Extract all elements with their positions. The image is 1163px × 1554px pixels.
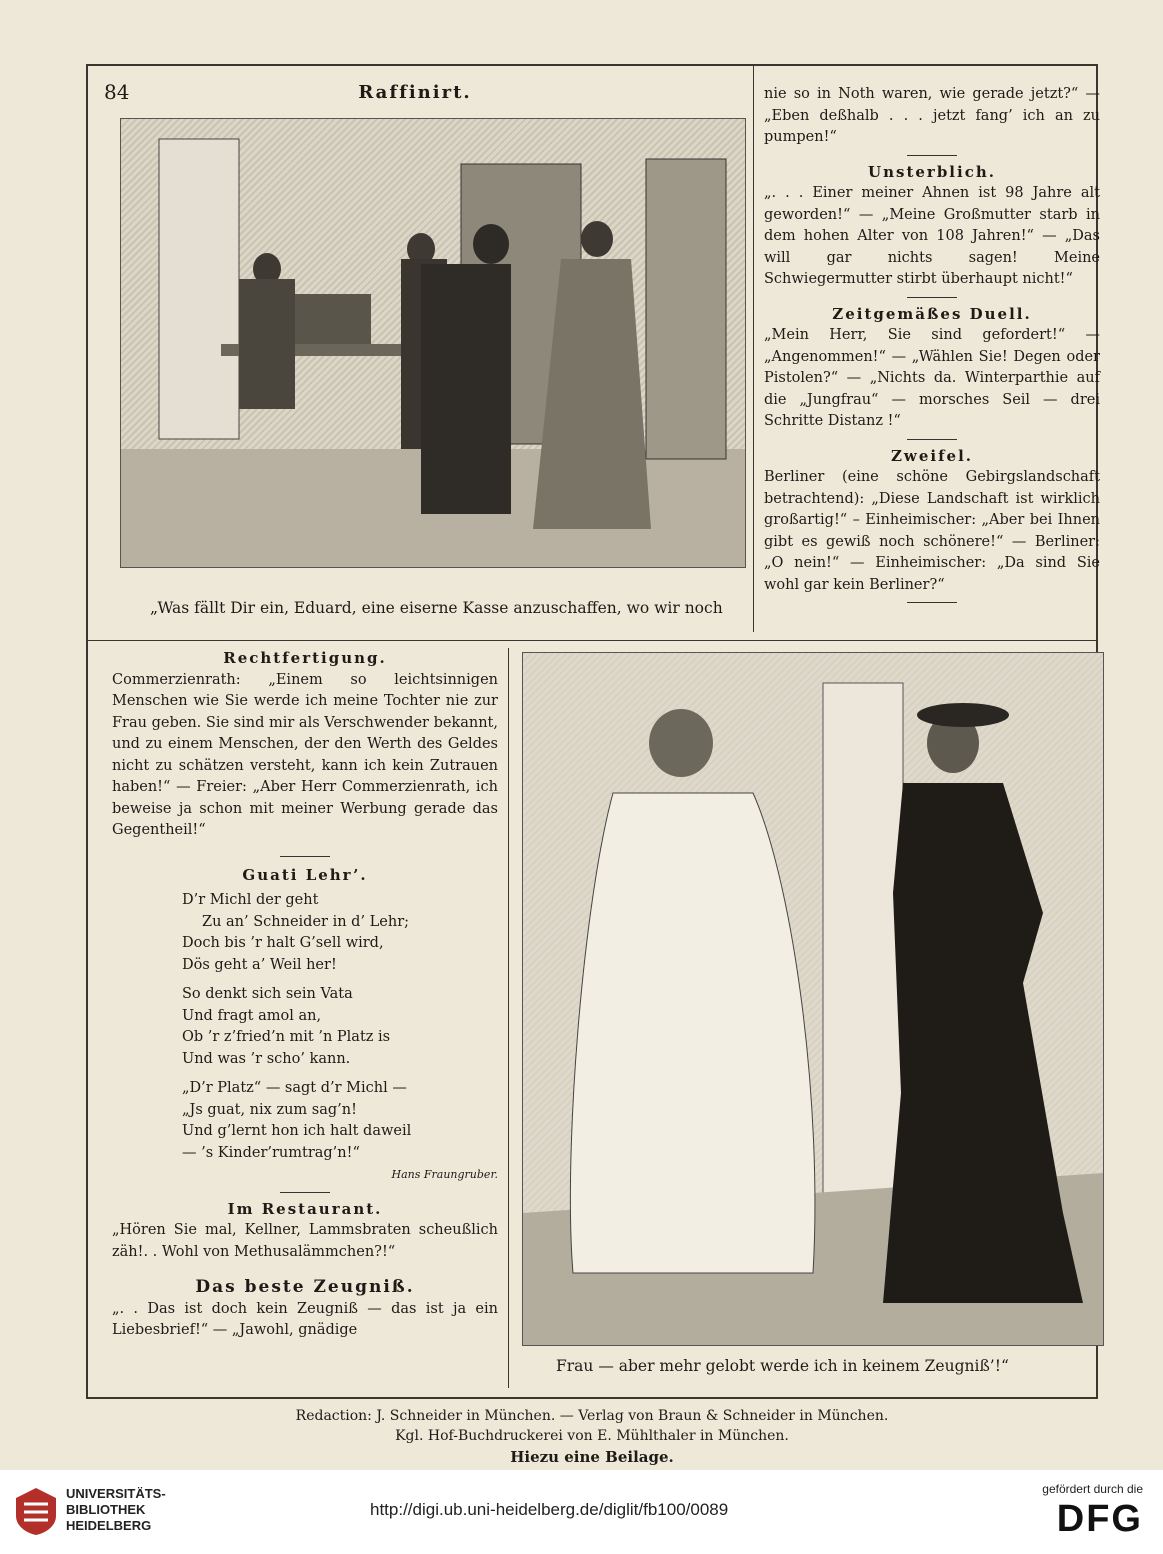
unsterblich-title: Unsterblich. [868,162,996,181]
separator [907,297,957,298]
restaurant-title: Im Restaurant. [227,1199,383,1218]
zeugniss-text: „. . Das ist doch kein Zeugniß — das ist ja ein Liebesbrief!“ — „Jawohl, gnädige [112,1300,498,1338]
imprint-line-1: Redaction: J. Schneider in München. — Verlag von Braun & Schneider in München. [295,1408,889,1424]
digitization-footer [0,1470,1163,1554]
poem-line: Dös geht a’ Weil her! [182,956,337,973]
separator [280,1192,330,1193]
section-divider [86,640,1098,641]
page-number: 84 [104,80,130,104]
poem-line: Und was ’r scho’ kann. [182,1050,351,1067]
restaurant-text: „Hören Sie mal, Kellner, Lammsbraten scheußlich zäh!. . Wohl von Methusalämmchen?!“ [112,1222,498,1260]
rechtfertigung-text: Commerzienrath: „Einem so leichtsinnigen Menschen wie Sie werde ich meine Tochter nie zur Frau geben. Sie sind mir als Verschwender bekannt, und zu einem Menschen, der den Werth des Geldes nicht zu schätzen versteht, kann ich kein Zutrauen haben!“ — Freier: „Aber Herr Commerzienrath, ich beweise ja schon mit meiner Werbung gerade das Gegentheil!“ [112,671,498,838]
poem-line: Und fragt amol an, [182,1007,322,1024]
duell-text: „Mein Herr, Sie sind gefordert!“ — „Angenommen!“ — „Wählen Sie! Degen oder Pistolen?“ — „Nichts da. Winterparthie auf die „Jungfrau“ — morsches Seil — drei Schritte Distanz !“ [764,327,1100,429]
top-illustration [120,118,746,568]
poem-line: Und g’lernt hon ich halt daweil [182,1123,412,1139]
poem-line: „D’r Platz“ — sagt d’r Michl — [182,1080,407,1096]
unsterblich-text: „. . . Einer meiner Ahnen ist 98 Jahre alt geworden!“ — „Meine Großmutter starb in dem hohen Alter von 108 Jahren!“ — „Das will gar nichts sagen! Meine Schwiegermutter stirbt überhaupt nicht!“ [764,185,1100,287]
separator [907,155,957,156]
university-seal-icon [14,1486,58,1536]
separator [280,856,330,857]
top-illustration-caption: „Was fällt Dir ein, Eduard, eine eiserne Kasse anzuschaffen, wo wir noch [150,599,723,617]
poem-stanza-2 [182,984,498,1070]
right-column [764,84,1100,609]
rechtfertigung-title: Rechtfertigung. [223,649,387,667]
left-column [112,648,498,1342]
library-name-line: HEIDELBERG [66,1518,152,1533]
imprint-line-2: Kgl. Hof-Buchdruckerei von E. Mühlthaler in München. [395,1428,789,1444]
poem-line: D’r Michl der geht [182,892,319,908]
poem-line: „Js guat, nix zum sag’n! [182,1101,357,1118]
duell-title: Zeitgemäßes Duell. [832,304,1032,323]
bottom-illustration-drawing [523,653,1103,1345]
library-name [66,1486,166,1534]
page-title: Raffinirt. [358,82,472,103]
permalink-url[interactable]: http://digi.ub.uni-heidelberg.de/diglit/fb100/0089 [370,1500,729,1519]
continuation-text: nie so in Noth waren, wie gerade jetzt?“ — „Eben deßhalb . . . jetzt fang’ ich an zu pumpen!“ [764,86,1100,145]
zweifel-title: Zweifel. [890,446,974,465]
top-illustration-drawing [121,119,745,567]
poem-stanza-1 [182,890,498,976]
imprint-line-3: Hiezu eine Beilage. [510,1448,674,1466]
bottom-illustration-caption: Frau — aber mehr gelobt werde ich in keinem Zeugniß’!“ [556,1357,1009,1375]
funding-caption: gefördert durch die [1042,1482,1143,1496]
separator [907,439,957,440]
library-name-line: BIBLIOTHEK [66,1502,146,1517]
bottom-illustration [522,652,1104,1346]
poem [112,890,498,1164]
poem-line: Doch bis ’r halt G’sell wird, [182,935,384,951]
column-divider-bottom [508,648,509,1388]
separator [907,602,957,603]
poem-line: Ob ’r z’fried’n mit ’n Platz is [182,1029,391,1045]
poem-line: Zu an’ Schneider in d’ Lehr; [202,913,410,930]
poem-line: — ’s Kinder’rumtrag’n!“ [182,1144,360,1161]
guati-lehr-title: Guati Lehr’. [242,865,368,884]
library-name-line: UNIVERSITÄTS- [66,1486,166,1501]
poem-line: So denkt sich sein Vata [182,986,353,1002]
poem-stanza-3 [182,1078,498,1164]
column-divider-top [753,64,754,632]
zeugniss-title: Das beste Zeugniß. [195,1277,415,1297]
zweifel-text: Berliner (eine schöne Gebirgslandschaft betrachtend): „Diese Landschaft ist wirklich großartig!“ – Einheimischer: „Aber bei Ihnen gibt es gewiß noch schönere!“ — Berliner: „O nein!“ — Einheimischer: „Da sind Sie wohl gar kein Berliner?“ [764,469,1100,593]
dfg-logo: DFG [1056,1498,1143,1540]
poem-author: Hans Fraungruber. [391,1168,498,1181]
